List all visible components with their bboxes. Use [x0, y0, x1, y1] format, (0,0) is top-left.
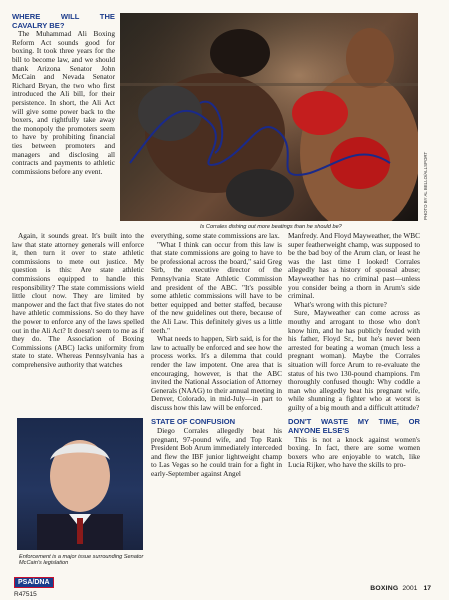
- paragraph: Sure, Mayweather can come across as mouthy and arrogant to those who don't know him, and he has publicly feuded with his father, Floyd Sr., but he's never been arrested for beating a woman (much less a pregnant woman). Maybe the Corrales situation will force Arum to re-evaluate the status of his two 130-pound champions. I'm thoroughly confused though: Why coddle a man who allegedly beat his pregnant wife, while shunning a fighter who at worst is guilty of a big mouth and a difficult attitude?: [288, 308, 420, 412]
- footer-brand: BOXING: [370, 585, 399, 592]
- footer-date: 2001: [402, 585, 418, 592]
- paragraph: The Muhammad Ali Boxing Reform Act sounds good for boxing. It took three years for the bill to become law, and we should thank Arizona Senator John McCain and Nevada Senator Richard Bryan, the two who first introduced the Ali bill, for their persistence. In short, the Ali Act will give some power back to the boxers, and rightfully take away the monopoly the promoters seem to have by prohibiting financial ties between promoters and managers and disclosing all contracts and payments to athletic commissions before any event.: [12, 29, 115, 176]
- paragraph: What needs to happen, Sirb said, is for the law to actually be enforced and see how the process works. It's a dilemma that could render the law impotent. One area that is encouraging, however, is that the ABC invited the National Association of Attorney Generals (NAAG) to their annual meeting in Denver, Colorado, in mid-July—in part to discuss how this law will be enforced.: [151, 334, 282, 412]
- photo-credit: PHOTO BY AL BELLO/ALLSPORT: [423, 151, 428, 220]
- page-number: 17: [423, 585, 431, 592]
- psa-cert-number: R47515: [14, 591, 37, 598]
- mccain-portrait-illustration: [17, 418, 143, 550]
- psa-dna-logo: PSA/DNA: [14, 577, 54, 588]
- mccain-photo: [17, 418, 143, 550]
- boxing-photo-illustration: [120, 13, 418, 221]
- intro-paragraphs: [12, 30, 115, 176]
- column-left: [12, 232, 144, 370]
- page-footer: [370, 585, 431, 592]
- paragraph: Manfredy. And Floyd Mayweather, the WBC super featherweight champ, was supposed to be the bad boy of the Arum clan, or least he was the last time I looked! Corrales allegedly has a history of spousal abuse; Mayweather has no criminal past—unless you consider being a thorn in Arum's side criminal.: [288, 231, 420, 301]
- paragraph: Diego Corrales allegedly beat his pregnant, 97-pound wife, and Top Rank President Bob Arum immediately interceded and flew the IBF junior lightweight champ to Las Vegas so he could train for a fight in early-September against Angel: [151, 426, 282, 479]
- psa-authentication: [14, 571, 54, 598]
- column-intro: [12, 13, 115, 176]
- column-right: [288, 232, 420, 470]
- main-photo-boxing: [120, 13, 418, 221]
- mccain-photo-caption: Enforcement is a major issue surrounding Senator McCain's legislation: [19, 554, 144, 566]
- paragraph: "What I think can occur from this law is that state commissions are going to have to be professional across the board," said Greg Sirb, the executive director of the Pennsylvania State Athletic Commission and president of the ABC. "It's possible some athletic commissions will have to be better equipped and better staffed, because of the new guidelines out there, because of the Ali Law. This definitely gives us a little teeth.": [151, 239, 282, 335]
- column-middle: [151, 232, 282, 479]
- paragraph: everything, some state commissions are lax.: [151, 231, 280, 240]
- main-photo-caption: Is Corrales dishing out more beatings than he should be?: [200, 224, 342, 230]
- paragraph: Again, it sounds great. It's built into the law that state attorney generals will enforce it, then turn it over to state athletic commissions to mete out justice. My question is this: Are state athletic commissions equipped to handle this responsibility? The state commissions wield little clout now. They are limited by manpower and the fact that five states do not have athletic commissions. So do they have the power to enforce any of the laws spelled out in the Ali Act? It doesn't seem to me as if they do. The Association of Boxing Commissions (ABC) lacks uniformity from state to state. Whereas Pennsylvania has a comprehensive authority that watches: [12, 231, 144, 369]
- heading-confusion: STATE OF CONFUSION: [151, 417, 236, 427]
- paragraph: This is not a knock against women's boxing. In fact, there are some women boxers who are enjoyable to watch, like Lucia Rijker, who have the skills to pro-: [288, 434, 420, 470]
- heading-cavalry: WHERE WILL THE CAVALRY BE?: [12, 12, 115, 30]
- paragraph: What's wrong with this picture?: [294, 299, 387, 309]
- heading-waste: DON'T WASTE MY TIME, OR ANYONE ELSE'S: [288, 417, 420, 436]
